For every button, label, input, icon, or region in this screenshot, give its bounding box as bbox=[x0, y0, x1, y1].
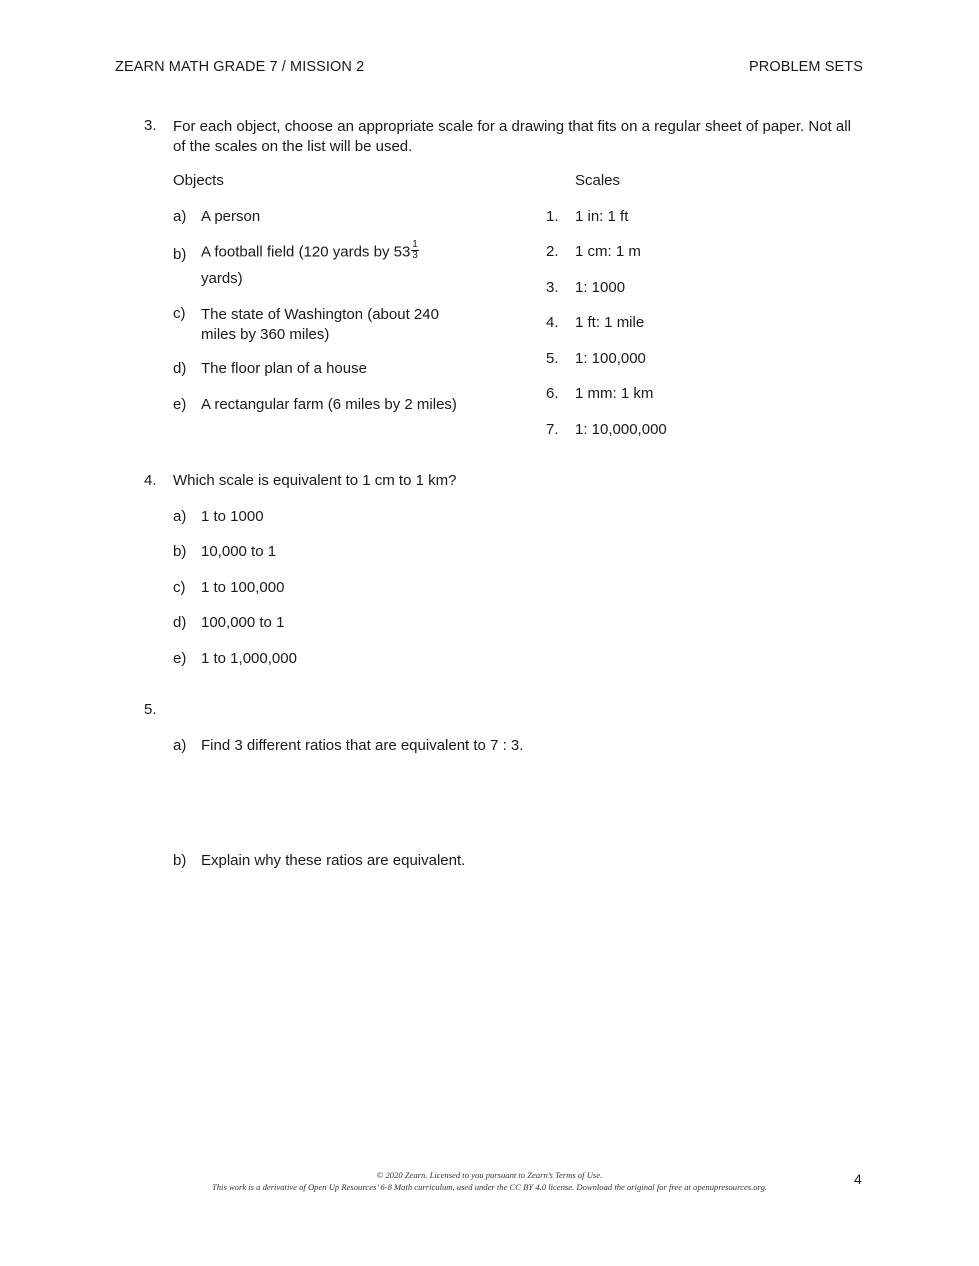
object-label: e) bbox=[173, 396, 187, 413]
part-text: Find 3 different ratios that are equivalent to 7 : 3. bbox=[201, 737, 524, 754]
option-text: 1 to 1000 bbox=[201, 508, 264, 525]
scale-text: 1 in: 1 ft bbox=[575, 208, 629, 225]
scale-label: 5. bbox=[546, 350, 559, 367]
scale-text: 1: 10,000,000 bbox=[575, 421, 667, 438]
option-text: 1 to 100,000 bbox=[201, 579, 285, 596]
object-text: A person bbox=[201, 208, 261, 225]
object-text: The state of Washington (about 240 miles by 360 miles) bbox=[201, 306, 439, 343]
header-title: ZEARN MATH GRADE 7 / MISSION 2 bbox=[115, 59, 365, 75]
option-text: 10,000 to 1 bbox=[201, 543, 277, 560]
question-prompt: Which scale is equivalent to 1 cm to 1 km? bbox=[173, 472, 457, 489]
question-number: 4. bbox=[144, 472, 157, 489]
page-number: 4 bbox=[854, 1171, 862, 1187]
scale-label: 3. bbox=[546, 279, 559, 296]
scales-heading: Scales bbox=[575, 172, 621, 189]
fraction-denominator: 3 bbox=[412, 250, 418, 261]
header-section: PROBLEM SETS bbox=[748, 59, 863, 75]
scale-text: 1: 100,000 bbox=[575, 350, 646, 367]
object-text: A football field (120 yards by 53 bbox=[201, 243, 411, 261]
scale-text: 1 mm: 1 km bbox=[575, 385, 654, 402]
question-number: 3. bbox=[144, 117, 157, 134]
scale-label: 4. bbox=[546, 314, 559, 331]
option-text: 1 to 1,000,000 bbox=[201, 650, 297, 667]
object-text-continued: yards) bbox=[201, 270, 243, 287]
object-text-football bbox=[201, 239, 419, 263]
part-label: a) bbox=[173, 737, 187, 754]
part-label: b) bbox=[173, 852, 187, 869]
scale-label: 1. bbox=[546, 208, 559, 225]
option-label: a) bbox=[173, 508, 187, 525]
scale-label: 2. bbox=[546, 243, 559, 260]
footer-copyright: © 2020 Zearn. Licensed to you pursuant to Zearn’s Terms of Use. bbox=[376, 1170, 603, 1180]
scale-text: 1 cm: 1 m bbox=[575, 243, 641, 260]
option-label: b) bbox=[173, 543, 187, 560]
object-text: A rectangular farm (6 miles by 2 miles) bbox=[201, 396, 457, 413]
objects-heading: Objects bbox=[173, 172, 224, 189]
scale-text: 1 ft: 1 mile bbox=[575, 314, 645, 331]
question-number: 5. bbox=[144, 701, 157, 718]
object-text: The floor plan of a house bbox=[201, 360, 367, 377]
object-label: c) bbox=[173, 305, 186, 322]
option-label: e) bbox=[173, 650, 187, 667]
part-text: Explain why these ratios are equivalent. bbox=[201, 852, 466, 869]
option-label: c) bbox=[173, 579, 186, 596]
scale-text: 1: 1000 bbox=[575, 279, 626, 296]
object-label: b) bbox=[173, 246, 187, 263]
mixed-fraction bbox=[411, 240, 419, 261]
option-text: 100,000 to 1 bbox=[201, 614, 285, 631]
option-label: d) bbox=[173, 614, 187, 631]
question-prompt: For each object, choose an appropriate scale for a drawing that fits on a regular sheet of paper. Not all of the scales on the list will be used. bbox=[173, 118, 851, 155]
scale-label: 7. bbox=[546, 421, 559, 438]
object-label: d) bbox=[173, 360, 187, 377]
scale-label: 6. bbox=[546, 385, 559, 402]
object-label: a) bbox=[173, 208, 187, 225]
fraction-numerator: 1 bbox=[412, 239, 418, 250]
footer-license: This work is a derivative of Open Up Resources’ 6-8 Math curriculum, used under the CC BY 4.0 license. Download the original for free at openupresources.org. bbox=[211, 1182, 768, 1192]
